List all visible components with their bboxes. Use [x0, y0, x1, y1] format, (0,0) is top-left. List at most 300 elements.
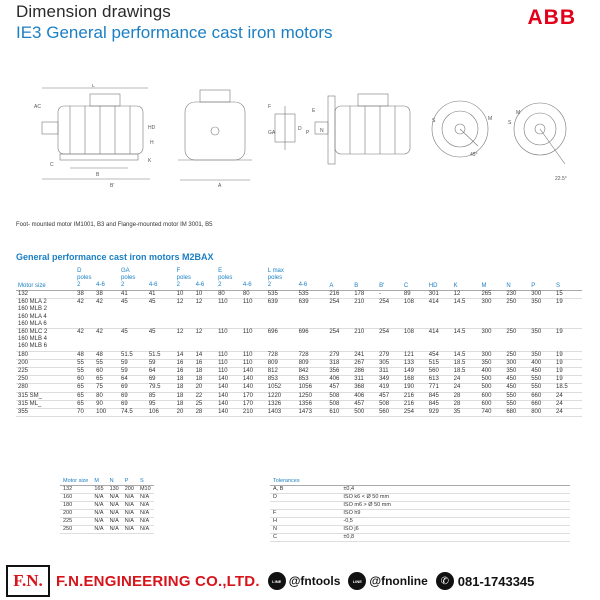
- table-row: [16, 359, 582, 367]
- table-cell: 14: [194, 351, 216, 359]
- table-cell: 845: [427, 392, 452, 400]
- table-cell: 254: [377, 299, 402, 329]
- motor-size-cell: 250: [16, 376, 75, 384]
- table-cell: 1056: [297, 384, 328, 392]
- table-cell: 639: [297, 299, 328, 329]
- col-s: S: [554, 268, 582, 291]
- sub-header: 4-6: [297, 282, 328, 291]
- table-cell: 600: [479, 392, 504, 400]
- table-cell: 110: [241, 359, 266, 367]
- table-cell: 500: [352, 409, 377, 417]
- line-icon[interactable]: LINE: [348, 572, 366, 590]
- col-m: M: [479, 268, 504, 291]
- table-cell: 38: [94, 291, 119, 299]
- table-cell: 550: [504, 400, 529, 408]
- tolerance-cell: F: [270, 510, 340, 518]
- table-cell: 419: [377, 384, 402, 392]
- flange-header-cell: P: [122, 478, 137, 486]
- table-cell: 28: [194, 409, 216, 417]
- tolerance-cell: -0,5: [340, 518, 570, 526]
- table-cell: 60: [94, 368, 119, 376]
- table-cell: 45: [147, 299, 175, 329]
- flange-cell: 200: [122, 486, 137, 494]
- table-cell: 853: [297, 376, 328, 384]
- flange-cell: 130: [107, 486, 122, 494]
- tolerance-row: [270, 510, 570, 518]
- table-cell: 18.5: [452, 368, 480, 376]
- table-cell: 133: [402, 359, 427, 367]
- table-cell: 59: [119, 359, 147, 367]
- sub-header: 4-6: [94, 282, 119, 291]
- table-cell: 600: [479, 400, 504, 408]
- footer: [0, 562, 600, 600]
- table-cell: 20: [194, 384, 216, 392]
- tolerance-cell: ISO h9: [340, 510, 570, 518]
- table-cell: 216: [327, 291, 352, 299]
- col-p: P: [529, 268, 554, 291]
- col-k: K: [452, 268, 480, 291]
- flange-cell: N/A: [91, 502, 106, 510]
- table-cell: 680: [504, 409, 529, 417]
- table-cell: 69: [119, 392, 147, 400]
- col-f: F poles: [176, 268, 191, 281]
- table-cell: 639: [266, 299, 297, 329]
- table-cell: 80: [94, 392, 119, 400]
- table-cell: 140: [241, 368, 266, 376]
- tolerance-cell: C: [270, 534, 340, 542]
- table-cell: 457: [352, 400, 377, 408]
- tolerance-row: [270, 502, 570, 510]
- table-cell: 286: [352, 368, 377, 376]
- terminal-box: [90, 94, 120, 106]
- table-cell: 75: [94, 384, 119, 392]
- line-handle-fntools[interactable]: @fntools: [288, 574, 341, 588]
- sub-header: 2: [216, 282, 241, 291]
- col-ga: GA poles: [120, 268, 136, 281]
- flange-header-cell: M: [91, 478, 106, 486]
- table-cell: 14: [175, 351, 194, 359]
- svg-text:S: S: [508, 120, 512, 126]
- flange-cell: 200: [60, 510, 91, 518]
- table-cell: 349: [377, 376, 402, 384]
- table-cell: 450: [504, 376, 529, 384]
- table-cell: 550: [504, 392, 529, 400]
- table-cell: 318: [327, 359, 352, 367]
- table-cell: 74.5: [119, 409, 147, 417]
- table-cell: 65: [75, 384, 94, 392]
- flange-header-cell: Motor size: [60, 478, 91, 486]
- table-cell: 250: [504, 351, 529, 359]
- table-cell: 19: [554, 368, 582, 376]
- col-b-prime: B': [377, 268, 402, 291]
- tolerance-cell: H: [270, 518, 340, 526]
- table-cell: 140: [216, 384, 241, 392]
- table-cell: 64: [147, 368, 175, 376]
- table-group-header: [16, 268, 582, 282]
- table-cell: 79.5: [147, 384, 175, 392]
- table-cell: 65: [94, 376, 119, 384]
- table-cell: 254: [327, 329, 352, 352]
- table-cell: 660: [529, 392, 554, 400]
- table-cell: 300: [479, 351, 504, 359]
- table-cell: 106: [147, 409, 175, 417]
- table-cell: 550: [529, 384, 554, 392]
- table-cell: 18.5: [554, 384, 582, 392]
- motor-size-cell: 160 MLA 2 160 MLB 2 160 MLA 4 160 MLA 6: [16, 299, 75, 329]
- shaft-side: [42, 122, 58, 134]
- table-cell: 560: [377, 409, 402, 417]
- table-cell: 500: [479, 384, 504, 392]
- table-cell: 178: [352, 291, 377, 299]
- table-cell: 1356: [297, 400, 328, 408]
- table-cell: 14.5: [452, 351, 480, 359]
- table-cell: 80: [216, 291, 241, 299]
- table-cell: 16: [175, 368, 194, 376]
- flange-header-cell: N: [107, 478, 122, 486]
- table-cell: 660: [529, 400, 554, 408]
- table-cell: 38: [75, 291, 94, 299]
- flange-cell: N/A: [122, 526, 137, 534]
- table-cell: 108: [402, 329, 427, 352]
- flange-cell: N/A: [91, 494, 106, 502]
- table-cell: 10: [194, 291, 216, 299]
- table-cell: 18: [175, 376, 194, 384]
- flange-cell: N/A: [107, 502, 122, 510]
- table-cell: 728: [297, 351, 328, 359]
- flange-table: [60, 478, 154, 534]
- table-cell: 140: [216, 392, 241, 400]
- svg-text:C: C: [50, 162, 54, 168]
- table-cell: 350: [479, 359, 504, 367]
- table-cell: 24: [554, 409, 582, 417]
- table-cell: 95: [147, 400, 175, 408]
- table-cell: 210: [352, 329, 377, 352]
- table-cell: 560: [427, 368, 452, 376]
- table-cell: 535: [266, 291, 297, 299]
- svg-text:S: S: [432, 118, 436, 124]
- table-cell: 406: [352, 392, 377, 400]
- flange-table-header: [60, 478, 154, 486]
- table-cell: 19: [554, 329, 582, 352]
- table-cell: 210: [241, 409, 266, 417]
- table-cell: 149: [402, 368, 427, 376]
- table-cell: 1473: [297, 409, 328, 417]
- table-cell: 1403: [266, 409, 297, 417]
- motor-body-flange: [335, 106, 410, 154]
- table-cell: 216: [402, 392, 427, 400]
- line-handle-fnonline[interactable]: @fnonline: [369, 574, 428, 588]
- drawing-caption: Foot- mounted motor IM1001, B3 and Flange-mounted motor IM 3001, B5: [16, 222, 213, 228]
- table-cell: 42: [75, 299, 94, 329]
- flange-cell: N/A: [91, 518, 106, 526]
- flange-cell: N/A: [137, 526, 154, 534]
- table-cell: 42: [94, 299, 119, 329]
- table-cell: 170: [241, 392, 266, 400]
- table-cell: 42: [94, 329, 119, 352]
- table-cell: 25: [194, 400, 216, 408]
- flange-row: [60, 510, 154, 518]
- table-cell: 457: [327, 384, 352, 392]
- tolerance-cell: D: [270, 494, 340, 502]
- abb-logo: ABB: [527, 6, 576, 29]
- table-cell: 55: [94, 359, 119, 367]
- table-cell: 800: [529, 409, 554, 417]
- col-n: N: [504, 268, 529, 291]
- table-cell: 70: [75, 409, 94, 417]
- table-cell: 406: [327, 376, 352, 384]
- table-cell: 300: [479, 299, 504, 329]
- tolerance-row: [270, 518, 570, 526]
- svg-text:B': B': [110, 183, 115, 189]
- feet: [60, 154, 138, 160]
- motor-size-header: Motor size: [16, 268, 75, 291]
- phone-icon[interactable]: ✆: [436, 572, 454, 590]
- motor-size-cell: 225: [16, 368, 75, 376]
- svg-text:D: D: [298, 126, 302, 132]
- tolerance-header: Tolerances: [270, 478, 570, 486]
- table-cell: 300: [529, 291, 554, 299]
- table-cell: 14.5: [452, 329, 480, 352]
- page-subtitle: IE3 General performance cast iron motors: [16, 23, 333, 42]
- table-cell: 368: [352, 384, 377, 392]
- table-cell: 100: [94, 409, 119, 417]
- table-row: [16, 400, 582, 408]
- table-cell: 250: [504, 329, 529, 352]
- company-name: F.N.ENGINEERING CO.,LTD.: [56, 572, 260, 590]
- flange-cell: 180: [60, 502, 91, 510]
- phone-number[interactable]: 081-1743345: [457, 573, 535, 589]
- motor-size-cell: 160 MLC 2 160 MLB 4 160 MLB 6: [16, 329, 75, 352]
- table-row: [16, 409, 582, 417]
- table-cell: 51.5: [147, 351, 175, 359]
- table-cell: 12: [452, 291, 480, 299]
- table-cell: 1052: [266, 384, 297, 392]
- table-cell: 41: [147, 291, 175, 299]
- flange-cell: 250: [60, 526, 91, 534]
- table-cell: 535: [297, 291, 328, 299]
- table-cell: 18: [175, 384, 194, 392]
- table-row: [16, 291, 582, 299]
- sub-header: 2: [266, 282, 297, 291]
- header: [16, 2, 586, 46]
- flange-cell: N/A: [137, 510, 154, 518]
- table-cell: 300: [504, 359, 529, 367]
- tolerance-cell: ±0,4: [340, 486, 570, 494]
- table-cell: 457: [377, 392, 402, 400]
- table-cell: 1250: [297, 392, 328, 400]
- table-cell: 241: [352, 351, 377, 359]
- table-cell: 853: [266, 376, 297, 384]
- table-cell: 41: [119, 291, 147, 299]
- tolerance-cell: ISO k6 < Ø 50 mm: [340, 494, 570, 502]
- motor-size-cell: 355: [16, 409, 75, 417]
- table-cell: 65: [75, 400, 94, 408]
- table-cell: 216: [402, 400, 427, 408]
- table-cell: 18: [194, 368, 216, 376]
- flange-cell: N/A: [122, 518, 137, 526]
- table-cell: 18: [175, 400, 194, 408]
- table-cell: 51.5: [119, 351, 147, 359]
- col-a: A: [327, 268, 352, 291]
- flange-cell: N/A: [122, 510, 137, 518]
- table-cell: 110: [216, 351, 241, 359]
- sub-header: 4-6: [194, 282, 216, 291]
- flange-cell: N/A: [137, 494, 154, 502]
- table-cell: 809: [266, 359, 297, 367]
- motor-size-cell: 180: [16, 351, 75, 359]
- tolerance-table: [270, 478, 570, 542]
- table-cell: 140: [241, 376, 266, 384]
- tolerance-row: [270, 494, 570, 502]
- flange-row: [60, 502, 154, 510]
- table-cell: 500: [479, 376, 504, 384]
- flange-cell: N/A: [91, 526, 106, 534]
- col-hd: HD: [427, 268, 452, 291]
- table-cell: 16: [194, 359, 216, 367]
- table-cell: 350: [529, 329, 554, 352]
- table-cell: 254: [377, 329, 402, 352]
- page-title: Dimension drawings: [16, 2, 171, 21]
- flange-row: [60, 486, 154, 494]
- table-cell: 28: [452, 392, 480, 400]
- flange-cell: N/A: [107, 518, 122, 526]
- table-cell: 10: [175, 291, 194, 299]
- table-cell: 190: [402, 384, 427, 392]
- table-cell: 48: [94, 351, 119, 359]
- sub-header: 2: [75, 282, 94, 291]
- table-cell: 55: [75, 368, 94, 376]
- table-cell: 18: [175, 392, 194, 400]
- tolerance-table-header: [270, 478, 570, 486]
- flange-cell: N/A: [107, 510, 122, 518]
- table-cell: 140: [241, 384, 266, 392]
- flange-cell: M10: [137, 486, 154, 494]
- table-cell: 254: [327, 299, 352, 329]
- table-cell: 59: [147, 359, 175, 367]
- table-cell: 250: [504, 299, 529, 329]
- table-cell: 45: [119, 299, 147, 329]
- table-cell: 19: [554, 351, 582, 359]
- svg-text:HD: HD: [148, 125, 156, 131]
- col-e: E poles: [218, 268, 233, 281]
- table-cell: 300: [479, 329, 504, 352]
- table-cell: 414: [427, 299, 452, 329]
- line-icon[interactable]: LINE: [268, 572, 286, 590]
- table-cell: 20: [175, 409, 194, 417]
- col-b: B: [352, 268, 377, 291]
- motor-drawings-svg: [30, 84, 575, 194]
- table-cell: 19: [554, 376, 582, 384]
- flange-cell: 225: [60, 518, 91, 526]
- table-cell: 69: [119, 384, 147, 392]
- table-cell: 812: [266, 368, 297, 376]
- section-title: General performance cast iron motors M2BAX: [16, 252, 214, 262]
- table-row: [16, 299, 582, 329]
- svg-text:L: L: [92, 84, 95, 89]
- table-cell: 450: [529, 368, 554, 376]
- svg-text:AC: AC: [34, 104, 41, 110]
- table-cell: 454: [427, 351, 452, 359]
- table-cell: 19: [554, 359, 582, 367]
- table-cell: 550: [529, 376, 554, 384]
- flange-header-cell: S: [137, 478, 154, 486]
- table-cell: 265: [479, 291, 504, 299]
- table-cell: 170: [241, 400, 266, 408]
- table-cell: 254: [402, 409, 427, 417]
- tolerance-cell: ISO m6 > Ø 50 mm: [340, 502, 570, 510]
- dimensions-table: [16, 268, 582, 417]
- flange-cell: 132: [60, 486, 91, 494]
- table-cell: 16: [175, 359, 194, 367]
- tolerance-table-body: [270, 486, 570, 542]
- table-cell: 740: [479, 409, 504, 417]
- col-c: C: [402, 268, 427, 291]
- table-cell: 89: [402, 291, 427, 299]
- dimension-drawings: [30, 84, 575, 194]
- col-lmax: L max poles: [267, 268, 284, 281]
- table-cell: 18: [194, 376, 216, 384]
- svg-text:N: N: [320, 128, 324, 134]
- table-row: [16, 368, 582, 376]
- table-cell: 12: [194, 329, 216, 352]
- table-cell: 279: [327, 351, 352, 359]
- table-cell: 210: [352, 299, 377, 329]
- flange-cell: N/A: [137, 518, 154, 526]
- svg-text:M: M: [516, 110, 521, 116]
- table-cell: 311: [377, 368, 402, 376]
- table-cell: 845: [427, 400, 452, 408]
- table-cell: 929: [427, 409, 452, 417]
- table-cell: 400: [529, 359, 554, 367]
- table-cell: 728: [266, 351, 297, 359]
- table-cell: 80: [241, 291, 266, 299]
- table-cell: 610: [327, 409, 352, 417]
- table-cell: 55: [75, 359, 94, 367]
- table-cell: 140: [216, 400, 241, 408]
- table-cell: 12: [175, 329, 194, 352]
- table-cell: 35: [452, 409, 480, 417]
- table-cell: 90: [94, 400, 119, 408]
- table-cell: 42: [75, 329, 94, 352]
- table-cell: 842: [297, 368, 328, 376]
- table-cell: 19: [554, 299, 582, 329]
- table-cell: 45: [119, 329, 147, 352]
- table-cell: 771: [427, 384, 452, 392]
- table-cell: 12: [175, 299, 194, 329]
- table-cell: 356: [327, 368, 352, 376]
- table-cell: 508: [327, 392, 352, 400]
- motor-size-cell: 132: [16, 291, 75, 299]
- motor-size-cell: 280: [16, 384, 75, 392]
- table-cell: 267: [352, 359, 377, 367]
- table-cell: 311: [352, 376, 377, 384]
- table-cell: 64: [119, 376, 147, 384]
- table-cell: 110: [241, 329, 266, 352]
- motor-size-cell: 315 ML_: [16, 400, 75, 408]
- table-cell: 14.5: [452, 299, 480, 329]
- table-cell: 24: [452, 384, 480, 392]
- flange-cell: 165: [91, 486, 106, 494]
- table-row: [16, 392, 582, 400]
- table-cell: 1326: [266, 400, 297, 408]
- table-cell: 450: [504, 384, 529, 392]
- table-cell: 305: [377, 359, 402, 367]
- table-cell: 168: [402, 376, 427, 384]
- table-cell: 110: [216, 368, 241, 376]
- svg-text:B: B: [96, 172, 100, 178]
- table-cell: 110: [241, 351, 266, 359]
- flange-cell: N/A: [107, 526, 122, 534]
